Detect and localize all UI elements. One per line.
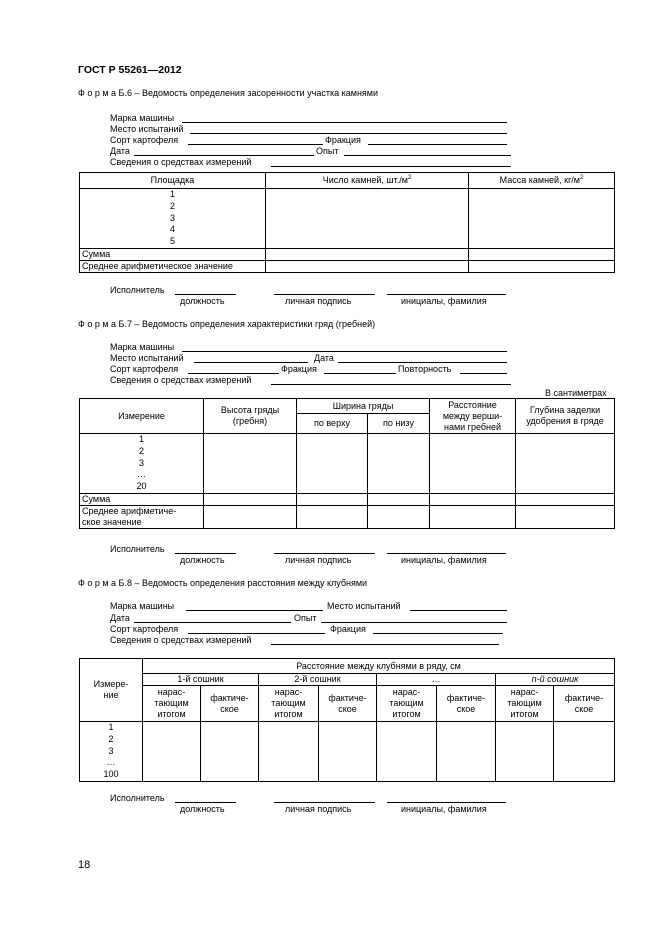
field-fraction[interactable] — [368, 144, 507, 145]
header-site: Площадка — [80, 173, 266, 189]
header-actual-2: фактиче- ское — [319, 686, 377, 722]
cell-depth[interactable] — [516, 434, 615, 494]
field-test-site-b7[interactable] — [194, 362, 308, 363]
header-measurement-b8: Измере- ние — [80, 659, 143, 722]
field-instruments[interactable] — [271, 166, 511, 167]
label-test-site-b7: Место испытаний — [110, 353, 184, 363]
caption-name-b8: инициалы, фамилия — [401, 804, 487, 814]
cell-sum-mass[interactable] — [469, 249, 615, 261]
header-stone-count: Число камней, $шт./м^2$ — [266, 173, 469, 189]
cell-b8-4[interactable] — [319, 722, 377, 782]
field-variety-b7[interactable] — [188, 373, 279, 374]
header-actual-n: фактиче- ское — [554, 686, 615, 722]
label-date-b8: Дата — [110, 613, 130, 623]
cell-sum-5[interactable] — [516, 494, 615, 506]
measurement-numbers: 1 2 3 … 20 — [80, 434, 204, 494]
label-instruments-b8: Сведения о средствах измерений — [110, 635, 252, 645]
caption-name-b7: инициалы, фамилия — [401, 555, 487, 565]
cell-stone-mass[interactable] — [469, 189, 615, 249]
field-signature-b7[interactable] — [274, 553, 375, 554]
caption-position-b8: должность — [180, 804, 225, 814]
header-ridge-height: Высота гряды (гребня) — [204, 399, 297, 434]
label-variety-b8: Сорт картофеля — [110, 624, 179, 634]
header-fertilizer-depth: Глубина заделки удобрения в гряде — [516, 399, 615, 434]
label-experiment: Опыт — [316, 146, 339, 156]
field-date[interactable] — [134, 155, 314, 156]
field-variety-b8[interactable] — [188, 633, 325, 634]
label-fraction: Фракция — [325, 135, 361, 145]
measurement-numbers-b8: 1 2 3 … 100 — [80, 722, 143, 782]
cell-b8-2[interactable] — [201, 722, 259, 782]
field-repetition-b7[interactable] — [460, 373, 507, 374]
page-number: 18 — [78, 859, 91, 871]
label-executor-b8: Исполнитель — [110, 793, 165, 803]
label-machine-b8: Марка машины — [110, 601, 175, 611]
row-sum-label-b7: Сумма — [80, 494, 204, 506]
label-machine: Марка машины — [110, 113, 175, 123]
field-machine-b8[interactable] — [186, 610, 323, 611]
header-tuber-distance: Расстояние между клубнями в ряду, см — [143, 659, 615, 674]
caption-position-b7: должность — [180, 555, 225, 565]
field-signature[interactable] — [274, 294, 375, 295]
cell-b8-8[interactable] — [554, 722, 615, 782]
cell-avg-count[interactable] — [266, 261, 469, 273]
cell-stone-count[interactable] — [266, 189, 469, 249]
header-cumulative-3: нарас- тающим итогом — [377, 686, 437, 722]
header-width-bottom: по низу — [368, 414, 430, 434]
header-coulter-1: 1-й сошник — [143, 674, 259, 686]
cell-avg-4[interactable] — [430, 506, 516, 529]
field-position-b7[interactable] — [175, 553, 236, 554]
header-ridge-distance: Расстояние между верши- нами гребней — [430, 399, 516, 434]
field-fraction-b8[interactable] — [373, 633, 503, 634]
label-machine-b7: Марка машины — [110, 342, 175, 352]
form-b8-title: Ф о р м а Б.8 – Ведомость определения расстояния между клубнями — [78, 578, 368, 588]
field-variety[interactable] — [188, 144, 323, 145]
caption-signature-b8: личная подпись — [285, 804, 352, 814]
field-name-b7[interactable] — [387, 553, 506, 554]
label-date: Дата — [110, 146, 130, 156]
field-test-site[interactable] — [190, 133, 507, 134]
cell-sum-1[interactable] — [204, 494, 297, 506]
cell-avg-mass[interactable] — [469, 261, 615, 273]
field-test-site-b8[interactable] — [410, 610, 507, 611]
cell-sum-2[interactable] — [297, 494, 368, 506]
label-variety: Сорт картофеля — [110, 135, 179, 145]
cell-b8-5[interactable] — [377, 722, 437, 782]
cell-avg-3[interactable] — [368, 506, 430, 529]
header-actual-3: фактиче- ское — [437, 686, 496, 722]
header-coulter-2: 2-й сошник — [259, 674, 377, 686]
field-position[interactable] — [175, 294, 236, 295]
header-measurement: Измерение — [80, 399, 204, 434]
document-header: ГОСТ Р 55261—2012 — [78, 64, 182, 76]
field-signature-b8[interactable] — [274, 802, 375, 803]
form-b7-title: Ф о р м а Б.7 – Ведомость определения характеристики гряд (гребней) — [78, 319, 376, 329]
label-instruments: Сведения о средствах измерений — [110, 157, 252, 167]
cell-b8-1[interactable] — [143, 722, 201, 782]
caption-position: должность — [180, 296, 225, 306]
row-average-label: Среднее арифметическое значение — [80, 261, 266, 273]
field-machine[interactable] — [182, 122, 507, 123]
field-date-b7[interactable] — [338, 362, 507, 363]
cell-sum-4[interactable] — [430, 494, 516, 506]
form-b7-table — [79, 398, 615, 529]
caption-signature-b7: личная подпись — [285, 555, 352, 565]
label-test-site-b8: Место испытаний — [327, 601, 401, 611]
label-executor-b7: Исполнитель — [110, 544, 165, 554]
site-numbers: 1 2 3 4 5 — [80, 189, 266, 249]
field-name-b8[interactable] — [387, 802, 506, 803]
field-machine-b7[interactable] — [182, 351, 507, 352]
field-position-b8[interactable] — [175, 802, 236, 803]
header-width-top: по верху — [297, 414, 368, 434]
label-instruments-b7: Сведения о средствах измерений — [110, 375, 252, 385]
units-label: В сантиметрах — [545, 388, 607, 398]
header-ridge-width: Ширина гряды — [297, 399, 430, 414]
label-fraction-b7: Фракция — [281, 364, 317, 374]
header-actual-1: фактиче- ское — [201, 686, 259, 722]
form-b8-table — [79, 658, 615, 782]
form-b6-table — [79, 172, 615, 273]
cell-avg-1[interactable] — [204, 506, 297, 529]
row-sum-label: Сумма — [80, 249, 266, 261]
label-experiment-b8: Опыт — [294, 613, 317, 623]
field-instruments-b8[interactable] — [271, 644, 499, 645]
cell-width-top[interactable] — [297, 434, 368, 494]
label-date-b7: Дата — [314, 353, 334, 363]
header-cumulative-2: нарас- тающим итогом — [259, 686, 319, 722]
cell-distance[interactable] — [430, 434, 516, 494]
cell-height[interactable] — [204, 434, 297, 494]
label-variety-b7: Сорт картофеля — [110, 364, 179, 374]
row-average-label-b7: Среднее арифметиче- ское значение — [80, 506, 204, 529]
field-date-b8[interactable] — [134, 622, 291, 623]
cell-avg-5[interactable] — [516, 506, 615, 529]
label-fraction-b8: Фракция — [330, 624, 366, 634]
header-cumulative-1: нарас- тающим итогом — [143, 686, 201, 722]
cell-width-bottom[interactable] — [368, 434, 430, 494]
caption-name: инициалы, фамилия — [401, 296, 487, 306]
field-fraction-b7[interactable] — [324, 373, 396, 374]
header-cumulative-n: нарас- тающим итогом — [496, 686, 554, 722]
field-experiment-b8[interactable] — [321, 622, 507, 623]
caption-signature: личная подпись — [285, 296, 352, 306]
cell-avg-2[interactable] — [297, 506, 368, 529]
label-test-site: Место испытаний — [110, 124, 184, 134]
label-executor: Исполнитель — [110, 285, 165, 295]
field-experiment[interactable] — [344, 155, 511, 156]
header-coulter-n: n-й сошник — [496, 674, 615, 686]
form-b6-title: Ф о р м а Б.6 – Ведомость определения засоренности участка камнями — [78, 88, 379, 98]
cell-b8-6[interactable] — [437, 722, 496, 782]
field-instruments-b7[interactable] — [271, 384, 511, 385]
cell-sum-3[interactable] — [368, 494, 430, 506]
cell-b8-7[interactable] — [496, 722, 554, 782]
header-stone-mass: Масса камней, $кг/м^2$ — [469, 173, 615, 189]
cell-b8-3[interactable] — [259, 722, 319, 782]
field-name[interactable] — [387, 294, 506, 295]
cell-sum-count[interactable] — [266, 249, 469, 261]
header-coulter-ellipsis: … — [377, 674, 496, 686]
label-repetition-b7: Повторность — [398, 364, 452, 374]
